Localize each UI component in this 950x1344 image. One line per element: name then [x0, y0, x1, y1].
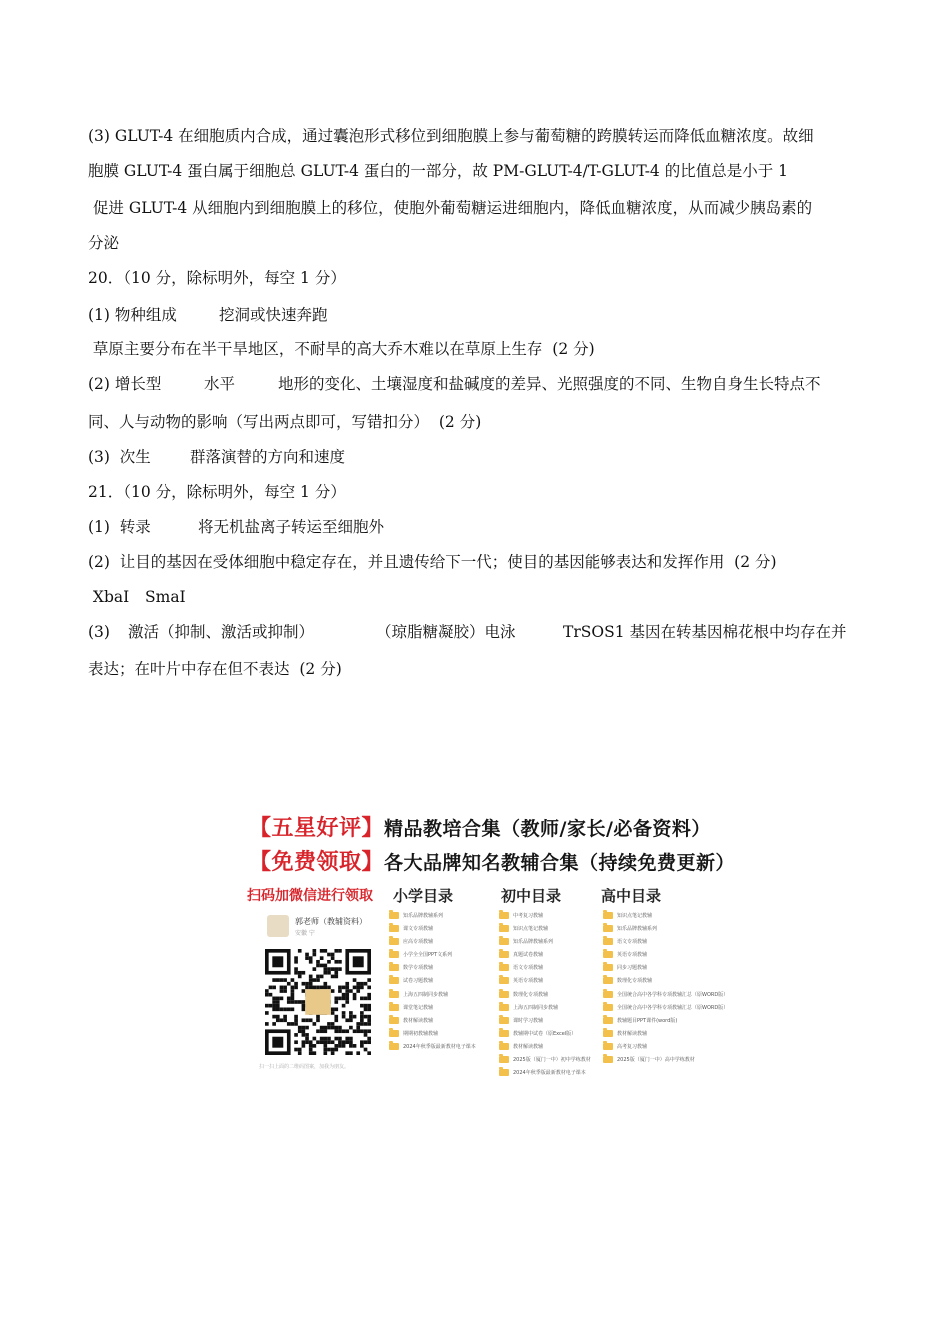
folder-label: 小学全全国PPT文系列 — [403, 952, 453, 959]
answer-segment: 挖洞或快速奔跑 — [219, 306, 328, 324]
answer-segment: （琼脂糖凝胶）电泳 — [376, 623, 516, 641]
contact-location: 安徽 宁 — [295, 930, 315, 937]
folder-label: 上海五四制同步教辅 — [513, 1004, 559, 1011]
answer-line — [88, 339, 595, 359]
folder-label: 数理化专项教辅 — [617, 978, 653, 985]
folder-icon — [389, 1030, 399, 1037]
folder-label: 英语专项教辅 — [617, 952, 648, 959]
folder-label: 教材解读教辅 — [617, 1030, 648, 1037]
answer-segment: (2) 增长型 — [88, 375, 162, 393]
folder-label: 知识点笔记教辅 — [513, 926, 549, 933]
folder-icon — [499, 1069, 509, 1076]
folder-icon — [499, 991, 509, 998]
answer-segment: (3) — [88, 623, 110, 641]
folder-label: 上海五四制同步教辅 — [403, 991, 449, 998]
answer-line — [88, 198, 812, 218]
folder-label: 期期初教辅教辅 — [403, 1030, 439, 1037]
folder-label: 2025版（厦门一中）初中学练教材 — [513, 1057, 591, 1064]
folder-label: 课堂笔记教辅 — [403, 1004, 434, 1011]
folder-label: 教材解读教辅 — [403, 1017, 434, 1024]
folder-label: 语文专项教辅 — [513, 965, 544, 972]
folder-icon — [499, 1017, 509, 1024]
folder-label: 知识点笔记教辅 — [617, 913, 653, 919]
answer-segment: (1) 转录 — [88, 518, 151, 536]
answer-segment: 草原主要分布在半干旱地区，不耐旱的高大乔木难以在草原上生存 (2 分) — [88, 340, 595, 358]
column-title-middle: 初中目录 — [501, 887, 562, 905]
avatar — [267, 915, 289, 937]
folder-label: 数理化专项教辅 — [513, 991, 549, 998]
folder-icon — [389, 1004, 399, 1011]
answer-segment: TrSOS1 基因在转基因棉花根中均存在并 — [563, 623, 847, 641]
promo-headline-1 — [249, 811, 711, 842]
folder-label: 知乐品牌教辅系列 — [617, 926, 658, 933]
folder-icon — [603, 1043, 613, 1050]
promo-text-2: 各大品牌知名教辅合集（持续免费更新） — [384, 852, 736, 874]
folder-icon — [389, 1017, 399, 1024]
answer-segment: (1) 物种组成 — [88, 306, 177, 324]
folder-label: 中考复习教辅 — [513, 913, 544, 919]
folder-label: 教辅题目PPT课件(word版) — [617, 1017, 678, 1024]
folder-label: 全国统合高中各学科专项教辅汇总（原WORD版） — [617, 991, 729, 998]
folder-icon — [499, 1004, 509, 1011]
answer-segment: SmaI — [145, 588, 186, 606]
column-title-high: 高中目录 — [601, 887, 662, 905]
folder-icon — [603, 991, 613, 998]
folder-icon — [389, 977, 399, 984]
qr-code-icon[interactable] — [265, 949, 371, 1055]
promo-bracket-1: 【五星好评】 — [249, 816, 385, 841]
folder-icon — [499, 938, 509, 945]
answer-segment: (3) 次生 — [88, 448, 151, 466]
answer-segment: 胞膜 GLUT-4 蛋白属于细胞总 GLUT-4 蛋白的一部分，故 PM-GLUT-4/T-GLUT-4 的比值总是小于 1 — [88, 162, 789, 180]
answer-segment: 群落演替的方向和速度 — [190, 448, 346, 466]
folder-icon — [389, 925, 399, 932]
answer-segment: 地形的变化、土壤湿度和盐碱度的差异、光照强度的不同、生物自身生长特点不 — [278, 375, 821, 393]
folder-icon — [603, 951, 613, 958]
folder-label: 课时学习教辅 — [513, 1017, 544, 1024]
scan-label: 扫码加微信进行领取 — [247, 888, 373, 904]
answer-segment: 同、人与动物的影响（写出两点即可，写错扣分） (2 分) — [88, 413, 482, 431]
answer-line — [88, 233, 119, 253]
folder-label: 全国统合高中各学科专项教辅汇总（原WORD版） — [617, 1004, 729, 1011]
answer-segment: 促进 GLUT-4 从细胞内到细胞膜上的移位，使胞外葡萄糖运进细胞内，降低血糖浓度，从而减少胰岛素的 — [88, 199, 813, 217]
folder-icon — [499, 925, 509, 932]
answer-segment: 分泌 — [88, 234, 120, 252]
folder-label: 语文专项教辅 — [617, 939, 648, 946]
folder-icon — [603, 1004, 613, 1011]
answer-segment: (2) 让目的基因在受体细胞中稳定存在，并且遗传给下一代；使目的基因能够表达和发挥作用 (2 分) — [88, 553, 777, 571]
answer-segment: 20．（10 分，除标明外，每空 1 分） — [88, 269, 346, 287]
answer-line — [88, 161, 788, 181]
folder-label: 知乐品牌教辅系列 — [403, 913, 444, 919]
folder-icon — [603, 1017, 613, 1024]
folder-label: 课文专项教辅 — [403, 926, 434, 933]
contact-name: 郭老师（教辅资料） — [295, 917, 367, 926]
answer-segment: 水平 — [204, 375, 236, 393]
folder-icon — [499, 964, 509, 971]
answer-line — [88, 268, 346, 288]
folder-icon — [499, 1056, 509, 1063]
folder-icon — [603, 938, 613, 945]
folder-label: 试卷习题教辅 — [403, 978, 434, 985]
answer-segment: 表达；在叶片中存在但不表达 (2 分) — [88, 660, 342, 678]
folder-label: 教辅期中试卷（原Excel版） — [513, 1030, 577, 1037]
folder-label: 英语专项教辅 — [513, 978, 544, 985]
folder-label: 真题试卷教辅 — [513, 952, 544, 959]
answer-segment: 将无机盐离子转运至细胞外 — [198, 518, 385, 536]
answer-line — [88, 552, 777, 572]
folder-icon — [389, 964, 399, 971]
folder-icon — [389, 938, 399, 945]
folder-icon — [389, 1043, 399, 1050]
folder-icon — [603, 977, 613, 984]
wechat-contact-card[interactable] — [259, 911, 379, 1061]
folder-icon — [499, 951, 509, 958]
folder-label: 数学专项教辅 — [403, 965, 434, 972]
answer-line — [88, 412, 481, 432]
folder-label: 同步习题教辅 — [617, 965, 648, 972]
folder-icon — [389, 912, 399, 919]
folder-icon — [389, 991, 399, 998]
folder-label: 高考复习教辅 — [617, 1043, 648, 1050]
folder-icon — [499, 1030, 509, 1037]
folder-icon — [603, 912, 613, 919]
answer-segment: 激活（抑制、激活或抑制） — [128, 623, 315, 641]
answer-segment: (3) GLUT-4 在细胞质内合成，通过囊泡形式移位到细胞膜上参与葡萄糖的跨膜转运而降低血糖浓度。故细 — [88, 127, 814, 145]
answer-segment: 21．（10 分，除标明外，每空 1 分） — [88, 483, 346, 501]
folder-icon — [389, 951, 399, 958]
folder-icon — [603, 925, 613, 932]
folder-icon — [499, 912, 509, 919]
folder-label: 2024年秋季版最新教材电子课本 — [403, 1043, 476, 1050]
folder-icon — [499, 1043, 509, 1050]
folder-label: 教材解读教辅 — [513, 1043, 544, 1050]
answer-line — [88, 659, 342, 679]
folder-icon — [603, 1056, 613, 1063]
folder-label: 2025版（厦门一中）高中学练教材 — [617, 1057, 695, 1064]
folder-icon — [499, 977, 509, 984]
promo-bracket-2: 【免费领取】 — [249, 850, 385, 875]
folder-label: 知乐品牌教辅系列 — [513, 939, 554, 946]
answer-segment: XbaI — [88, 588, 130, 606]
promo-headline-2 — [249, 845, 735, 876]
answer-line — [88, 126, 814, 146]
column-title-primary: 小学目录 — [393, 887, 454, 905]
qr-footer-text: 扫一扫上面的二维码图案，加我为朋友。 — [259, 1064, 350, 1070]
folder-icon — [603, 1030, 613, 1037]
folder-icon — [603, 964, 613, 971]
folder-label: 2024年秋季版最新教材电子课本 — [513, 1070, 586, 1077]
promo-text-1: 精品教培合集（教师/家长/必备资料） — [384, 818, 711, 840]
promo-banner[interactable] — [245, 805, 736, 1077]
answer-line — [88, 482, 346, 502]
folder-label: 应高专项教辅 — [403, 939, 434, 946]
